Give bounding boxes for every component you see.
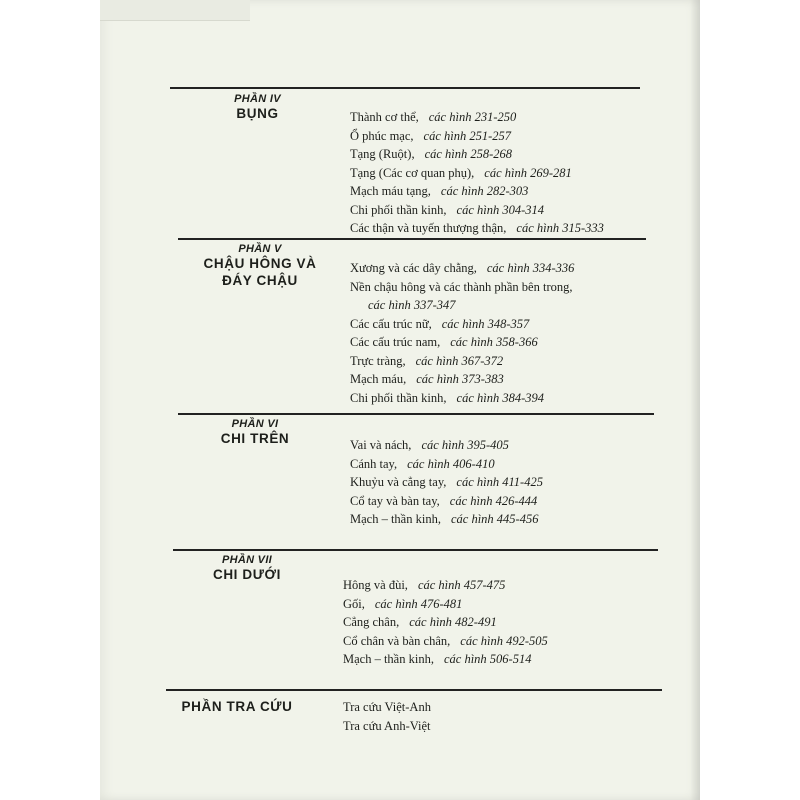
toc-entry: Gối, các hình 476-481 — [343, 596, 463, 611]
section-heading — [180, 418, 330, 447]
toc-entry: Thành cơ thể, các hình 231-250 — [350, 110, 517, 124]
part-title: CHI TRÊN — [220, 431, 290, 446]
toc-entry: Tạng (Ruột), các hình 258-268 — [350, 147, 513, 161]
part-label: PHẦN VII — [221, 554, 273, 566]
toc-entries — [343, 698, 431, 735]
toc-entry: Ổ phúc mạc, các hình 251-257 — [350, 128, 512, 143]
part-title: ĐÁY CHẬU — [222, 273, 298, 288]
part-title: CHI DƯỚI — [212, 567, 281, 582]
part-title: CHẬU HÔNG VÀ — [203, 256, 317, 271]
toc-entry: Khuỷu và cẳng tay, các hình 411-425 — [350, 475, 543, 489]
toc-entry: Các thận và tuyến thượng thận, các hình 315-333 — [350, 221, 604, 235]
section-divider — [178, 413, 654, 415]
part-label: PHẦN VI — [231, 418, 279, 430]
toc-entry: Mạch máu, các hình 373-383 — [350, 372, 504, 386]
toc-entry: Tra cứu Việt-Anh — [343, 700, 431, 714]
toc-entry: Mạch – thần kinh, các hình 445-456 — [350, 512, 539, 526]
section-heading — [190, 93, 325, 122]
toc-entry: Cánh tay, các hình 406-410 — [350, 456, 495, 471]
page-shadow — [690, 0, 700, 800]
toc-entry: Các cấu trúc nữ, các hình 348-357 — [350, 316, 530, 331]
toc-entry: Mạch máu tạng, các hình 282-303 — [350, 184, 529, 198]
toc-entry: Nền chậu hông và các thành phần bên trong, — [350, 279, 573, 294]
section-divider — [170, 87, 640, 89]
toc-entry: Chi phối thần kinh, các hình 384-394 — [350, 390, 545, 405]
section-heading — [172, 698, 302, 715]
toc-entry: Mạch – thần kinh, các hình 506-514 — [343, 652, 532, 666]
toc-entries — [350, 108, 604, 238]
toc-entries — [350, 436, 543, 529]
toc-entry: Xương và các dây chằng, các hình 334-336 — [350, 261, 575, 275]
section-divider — [178, 238, 646, 240]
part-label: PHẦN V — [238, 243, 282, 255]
page-tab-edge — [100, 0, 250, 21]
toc-entry: Chi phối thần kinh, các hình 304-314 — [350, 202, 545, 217]
toc-entries — [343, 576, 548, 669]
toc-entry: các hình 337-347 — [368, 298, 456, 312]
section-heading — [185, 243, 335, 289]
part-title: PHẦN TRA CỨU — [181, 699, 293, 714]
section-divider — [173, 549, 658, 551]
toc-entry: Cổ chân và bàn chân, các hình 492-505 — [343, 633, 548, 648]
section-divider — [166, 689, 662, 691]
toc-entry: Vai và nách, các hình 395-405 — [350, 438, 509, 452]
toc-entry: Cổ tay và bàn tay, các hình 426-444 — [350, 493, 538, 508]
part-label: PHẦN IV — [234, 93, 281, 105]
toc-entry: Trực tràng, các hình 367-372 — [350, 353, 504, 368]
toc-entry: Cẳng chân, các hình 482-491 — [343, 615, 497, 629]
toc-entry: Tạng (Các cơ quan phụ), các hình 269-281 — [350, 165, 572, 180]
section-heading — [172, 554, 322, 583]
toc-entries — [350, 259, 574, 407]
toc-entry: Hông và đùi, các hình 457-475 — [343, 578, 506, 592]
part-title: BỤNG — [236, 106, 279, 121]
toc-entry: Tra cứu Anh-Việt — [343, 718, 431, 733]
toc-entry: Các cấu trúc nam, các hình 358-366 — [350, 335, 538, 349]
